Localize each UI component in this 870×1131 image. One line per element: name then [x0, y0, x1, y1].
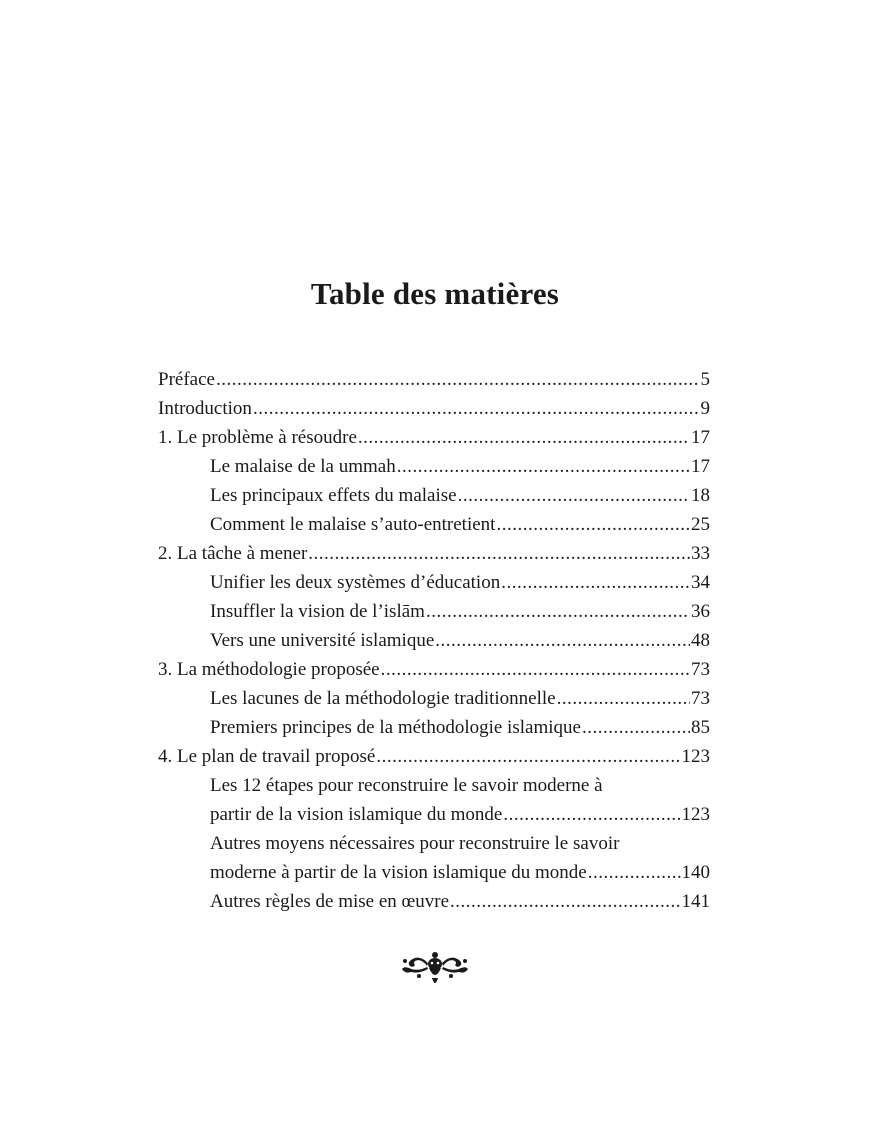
toc-entry-page: 36: [691, 601, 710, 622]
toc-dot-leader: [582, 713, 690, 742]
toc-entry-label: 1. Le problème à résoudre: [158, 427, 357, 448]
toc-entry-page: 17: [691, 427, 710, 448]
toc-entry-page: 17: [691, 456, 710, 477]
toc-entry-last-line: [210, 800, 710, 829]
toc-entry-page: 18: [691, 485, 710, 506]
toc-dot-leader: [557, 684, 690, 713]
toc-dot-leader: [501, 568, 690, 597]
toc-entry-introduction: [158, 394, 710, 423]
toc-entry-preface: [158, 365, 710, 394]
toc-entry-section: [158, 452, 710, 481]
toc-entry-page: 9: [700, 398, 710, 419]
toc-entry-page: 33: [691, 543, 710, 564]
toc-entry-label-line-2: partir de la vision islamique du monde: [210, 804, 503, 825]
toc-entry-page: 48: [691, 630, 710, 651]
toc-entry-chapter-3: [158, 655, 710, 684]
toc-entry-label: Unifier les deux systèmes d’éducation: [210, 572, 501, 593]
table-of-contents: [158, 365, 710, 916]
toc-entry-page: 123: [681, 746, 710, 767]
toc-entry-last-line: [210, 858, 710, 887]
toc-entry-page: 34: [691, 572, 710, 593]
toc-entry-label: Préface: [158, 369, 215, 390]
toc-entry-label: Autres règles de mise en œuvre: [210, 891, 450, 912]
toc-dot-leader: [376, 742, 680, 771]
toc-dot-leader: [216, 365, 700, 394]
toc-entry-label-line-2: moderne à partir de la vision islamique du monde: [210, 862, 587, 883]
toc-entry-chapter-1: [158, 423, 710, 452]
toc-entry-page: 73: [691, 659, 710, 680]
toc-entry-page: 141: [681, 891, 710, 912]
toc-entry-label: Les lacunes de la méthodologie traditionnelle: [210, 688, 556, 709]
toc-entry-label: Le malaise de la ummah: [210, 456, 396, 477]
toc-entry-page: 85: [691, 717, 710, 738]
toc-entry-label: Les principaux effets du malaise: [210, 485, 457, 506]
toc-entry-section: [158, 684, 710, 713]
toc-entry-section-multiline: [158, 829, 710, 887]
toc-entry-section-multiline: [158, 771, 710, 829]
toc-entry-label: Introduction: [158, 398, 252, 419]
toc-entry-page: 73: [691, 688, 710, 709]
toc-entry-section: [158, 510, 710, 539]
toc-entry-label-line-1: Les 12 étapes pour reconstruire le savoir moderne à: [210, 775, 603, 796]
toc-dot-leader: [450, 887, 680, 916]
toc-entry-section: [158, 597, 710, 626]
toc-entry-section: [158, 568, 710, 597]
toc-entry-section: [158, 481, 710, 510]
toc-entry-label-line-1: Autres moyens nécessaires pour reconstruire le savoir: [210, 833, 620, 854]
toc-dot-leader: [503, 800, 680, 829]
toc-entry-page: 25: [691, 514, 710, 535]
toc-dot-leader: [397, 452, 690, 481]
toc-dot-leader: [358, 423, 690, 452]
toc-entry-section: [158, 626, 710, 655]
toc-dot-leader: [496, 510, 690, 539]
toc-dot-leader: [253, 394, 700, 423]
toc-entry-page: 123: [681, 804, 710, 825]
toc-entry-label: Insuffler la vision de l’islām: [210, 601, 425, 622]
toc-entry-chapter-2: [158, 539, 710, 568]
toc-dot-leader: [426, 597, 690, 626]
fleuron-ornament-icon: [399, 948, 471, 988]
toc-entry-label: Premiers principes de la méthodologie islamique: [210, 717, 581, 738]
toc-dot-leader: [381, 655, 690, 684]
toc-entry-section: [158, 887, 710, 916]
toc-entry-page: 140: [681, 862, 710, 883]
toc-entry-label: Comment le malaise s’auto-entretient: [210, 514, 496, 535]
toc-entry-label: 4. Le plan de travail proposé: [158, 746, 376, 767]
toc-dot-leader: [435, 626, 690, 655]
toc-entry-chapter-4: [158, 742, 710, 771]
toc-dot-leader: [308, 539, 690, 568]
toc-entry-label: Vers une université islamique: [210, 630, 435, 651]
page-title: Table des matières: [310, 276, 560, 311]
toc-dot-leader: [588, 858, 681, 887]
toc-entry-label: 2. La tâche à mener: [158, 543, 308, 564]
toc-entry-section: [158, 713, 710, 742]
toc-entry-page: 5: [700, 369, 710, 390]
toc-dot-leader: [458, 481, 690, 510]
toc-entry-label: 3. La méthodologie proposée: [158, 659, 380, 680]
